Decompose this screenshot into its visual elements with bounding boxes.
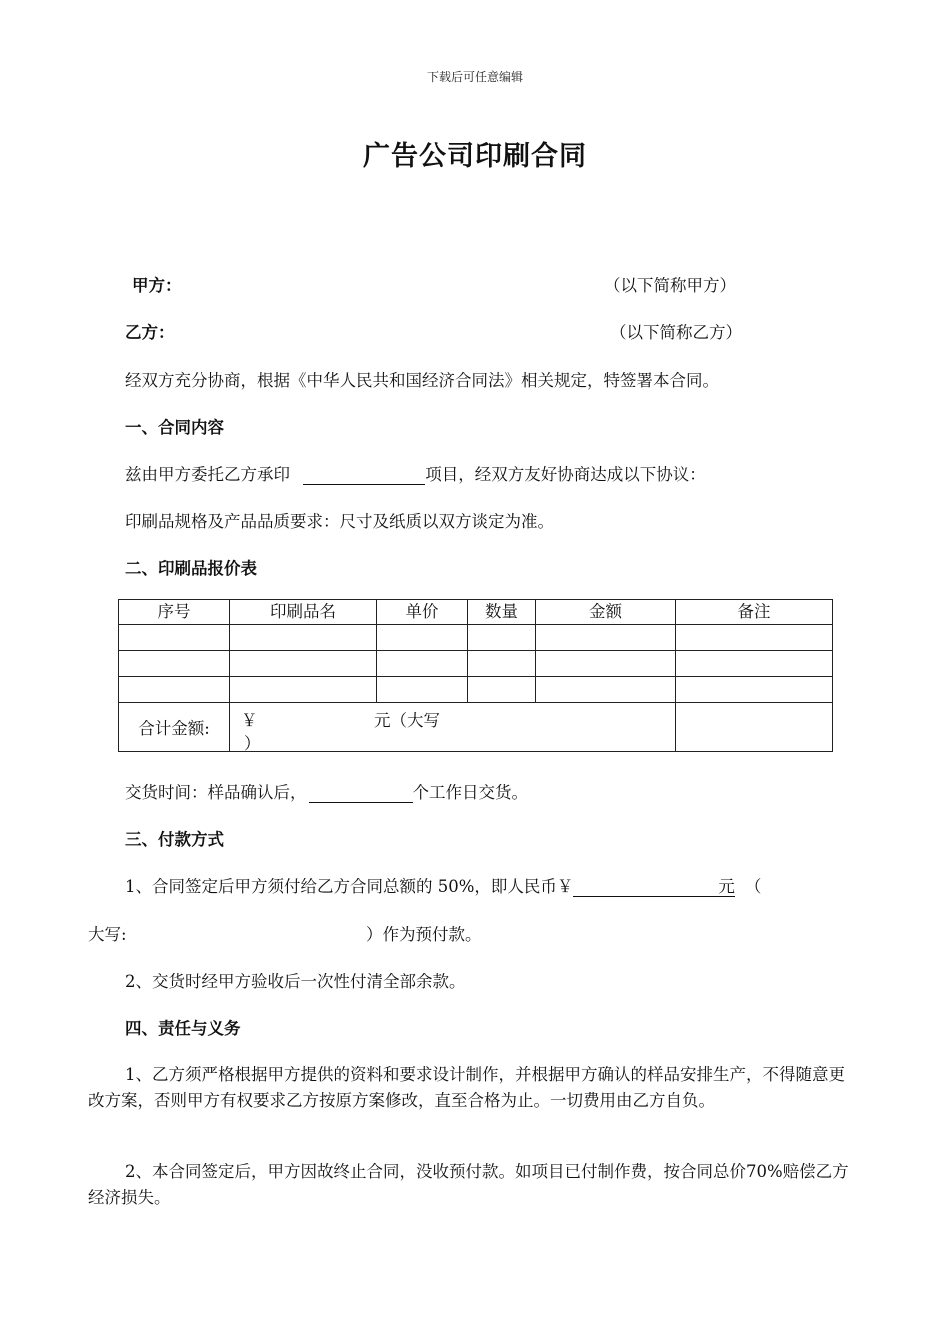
table-cell	[676, 625, 833, 651]
total-remark-cell	[676, 703, 833, 752]
party-a-label: 甲方：	[132, 276, 182, 295]
payment-paren: （	[744, 877, 762, 896]
total-label: 合计金额:	[119, 703, 230, 752]
table-header: 数量	[468, 600, 536, 625]
spec-text: 印刷品规格及产品品质要求：尺寸及纸质以双方谈定为准。	[125, 512, 554, 531]
table-total-row	[119, 703, 833, 752]
payment-item2: 2、交货时经甲方验收后一次性付清全部余款。	[125, 972, 466, 991]
project-blank	[303, 466, 425, 485]
document-title: 广告公司印刷合同	[363, 141, 587, 172]
table-row	[119, 625, 833, 651]
entrust-line	[125, 461, 706, 485]
section1-heading: 一、合同内容	[125, 418, 224, 437]
payment-amount-blank	[573, 878, 718, 897]
delivery-line	[125, 779, 528, 803]
table-cell	[536, 651, 676, 677]
table-cell	[377, 677, 468, 703]
table-header-row	[119, 600, 833, 625]
table-cell	[119, 651, 230, 677]
intro-text: 经双方充分协商，根据《中华人民共和国经济合同法》相关规定，特签署本合同。	[125, 371, 719, 390]
table-cell	[119, 625, 230, 651]
total-close: ）	[244, 734, 261, 753]
quote-table	[118, 599, 833, 752]
table-cell	[536, 625, 676, 651]
table-cell	[230, 625, 377, 651]
total-amount-cell	[230, 703, 676, 752]
section2-heading: 二、印刷品报价表	[125, 559, 257, 578]
table-cell	[230, 651, 377, 677]
table-header: 金额	[536, 600, 676, 625]
delivery-before: 交货时间：样品确认后，	[125, 783, 307, 802]
header-note: 下载后可任意编辑	[426, 70, 523, 84]
payment-item1-line2-after: ）作为预付款。	[366, 925, 482, 944]
table-cell	[230, 677, 377, 703]
table-cell	[676, 651, 833, 677]
party-b-label: 乙方：	[125, 323, 175, 342]
payment-item1-text: 1、合同签定后甲方须付给乙方合同总额的 50%，即人民币￥	[125, 877, 574, 896]
table-cell	[468, 677, 536, 703]
table-cell	[377, 625, 468, 651]
entrust-before: 兹由甲方委托乙方承印	[125, 465, 290, 484]
delivery-days-blank	[309, 784, 413, 803]
table-header: 备注	[676, 600, 833, 625]
table-header: 单价	[377, 600, 468, 625]
table-cell	[536, 677, 676, 703]
payment-unit: 元	[718, 877, 735, 896]
entrust-after: 项目，经双方友好协商达成以下协议：	[425, 465, 706, 484]
payment-item1-line1	[125, 873, 761, 897]
section3-heading: 三、付款方式	[125, 830, 224, 849]
table-row	[119, 677, 833, 703]
table-cell	[119, 677, 230, 703]
table-row	[119, 651, 833, 677]
total-yen: ￥	[241, 711, 258, 730]
party-b-alias: （以下简称乙方）	[610, 323, 742, 342]
table-cell	[468, 651, 536, 677]
table-cell	[468, 625, 536, 651]
table-header: 序号	[119, 600, 230, 625]
table-cell	[377, 651, 468, 677]
party-a-alias: （以下简称甲方）	[604, 276, 736, 295]
duty-item1: 1、乙方须严格根据甲方提供的资料和要求设计制作，并根据甲方确认的样品安排生产，不得随意更改方案，否则甲方有权要求乙方按原方案修改，直至合格为止。一切费用由乙方自负。	[88, 1065, 845, 1110]
delivery-after: 个工作日交货。	[412, 783, 528, 802]
payment-item1-line2-label: 大写:	[88, 925, 127, 944]
table-cell	[676, 677, 833, 703]
table-header: 印刷品名	[230, 600, 377, 625]
total-unit: 元（大写	[374, 711, 440, 730]
duty-item2: 2、本合同签定后，甲方因故终止合同，没收预付款。如项目已付制作费，按合同总价70%赔偿乙方经济损失。	[88, 1162, 849, 1207]
section4-heading: 四、责任与义务	[125, 1019, 241, 1038]
